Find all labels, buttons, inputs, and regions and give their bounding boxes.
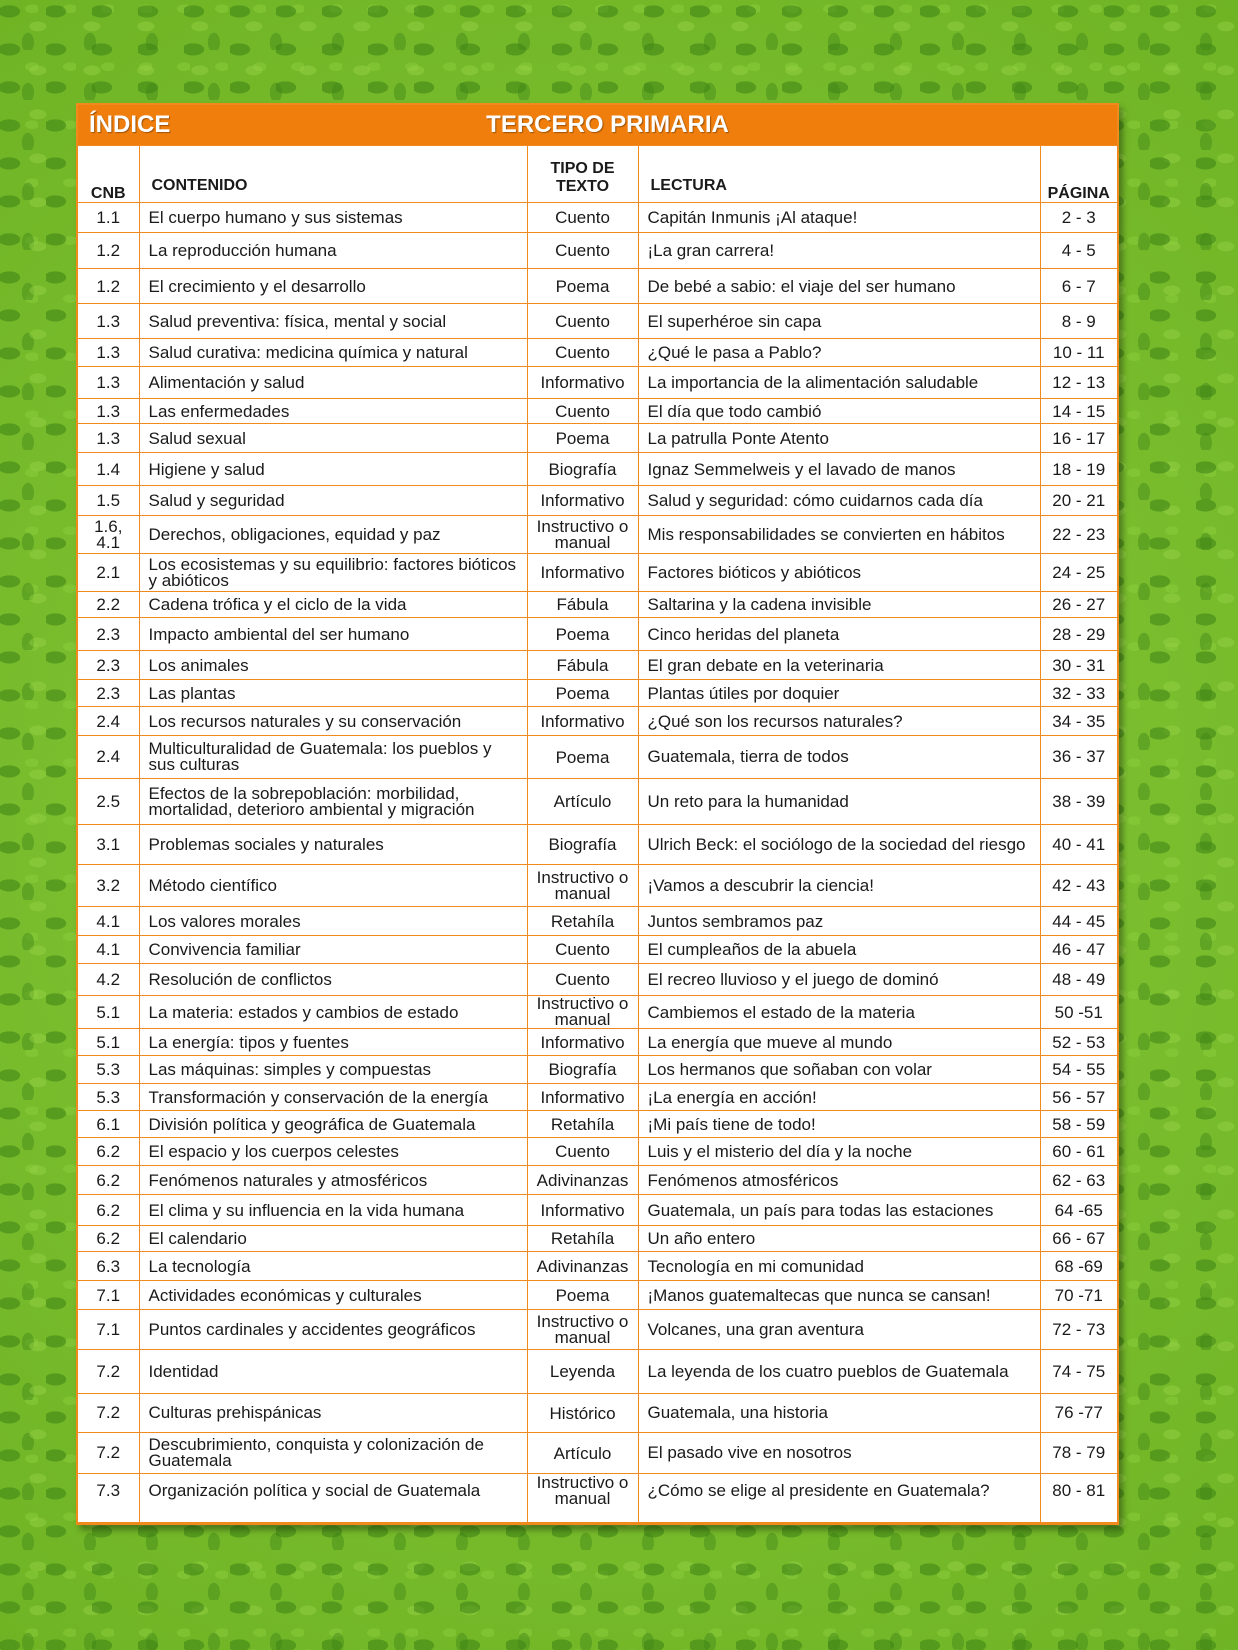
cell-contenido: Transformación y conservación de la energía [139, 1084, 527, 1111]
cell-cnb: 1.3 [78, 399, 139, 424]
cell-pagina: 12 - 13 [1040, 367, 1117, 399]
cell-pagina: 54 - 55 [1040, 1056, 1117, 1084]
grade-title: TERCERO PRIMARIA [486, 111, 729, 138]
cell-pagina: 10 - 11 [1040, 339, 1117, 367]
cell-contenido: División política y geográfica de Guatemala [139, 1111, 527, 1138]
table-row [78, 1138, 1117, 1166]
table-row [78, 1394, 1117, 1433]
cell-lectura: Mis responsabilidades se convierten en hábitos [638, 516, 1040, 554]
table-row [78, 516, 1117, 554]
cell-lectura: ¡La energía en acción! [638, 1084, 1040, 1111]
table-row [78, 339, 1117, 367]
cell-tipo: Instructivo o manual [527, 1474, 638, 1523]
cell-tipo: Informativo [527, 1195, 638, 1226]
cell-contenido: Salud y seguridad [139, 486, 527, 516]
cell-tipo: Cuento [527, 233, 638, 269]
cell-tipo: Informativo [527, 554, 638, 592]
col-header-lectura: LECTURA [638, 146, 1040, 203]
cell-pagina: 72 - 73 [1040, 1310, 1117, 1350]
cell-contenido: Impacto ambiental del ser humano [139, 618, 527, 651]
cell-cnb: 2.3 [78, 651, 139, 680]
cell-contenido: Salud sexual [139, 424, 527, 453]
cell-tipo: Poema [527, 424, 638, 453]
cell-lectura: Los hermanos que soñaban con volar [638, 1056, 1040, 1084]
cell-contenido: La materia: estados y cambios de estado [139, 996, 527, 1029]
table-row [78, 618, 1117, 651]
cell-pagina: 6 - 7 [1040, 269, 1117, 304]
cell-tipo: Adivinanzas [527, 1252, 638, 1281]
cell-contenido: Salud preventiva: física, mental y social [139, 304, 527, 339]
cell-contenido: Las plantas [139, 680, 527, 707]
cell-pagina: 42 - 43 [1040, 865, 1117, 907]
cell-contenido: La energía: tipos y fuentes [139, 1029, 527, 1056]
table-row [78, 779, 1117, 825]
cell-contenido: Cadena trófica y el ciclo de la vida [139, 592, 527, 618]
cell-tipo: Informativo [527, 486, 638, 516]
cell-contenido: El cuerpo humano y sus sistemas [139, 203, 527, 233]
cell-lectura: La importancia de la alimentación saludable [638, 367, 1040, 399]
cell-contenido: Los animales [139, 651, 527, 680]
table-row [78, 1281, 1117, 1310]
cell-cnb: 1.2 [78, 233, 139, 269]
cell-pagina: 74 - 75 [1040, 1350, 1117, 1394]
cell-pagina: 58 - 59 [1040, 1111, 1117, 1138]
table-row [78, 424, 1117, 453]
cell-cnb: 6.3 [78, 1252, 139, 1281]
table-row [78, 1433, 1117, 1474]
cell-pagina: 66 - 67 [1040, 1226, 1117, 1252]
table-row [78, 1056, 1117, 1084]
cell-cnb: 2.4 [78, 736, 139, 779]
cell-pagina: 68 -69 [1040, 1252, 1117, 1281]
cell-pagina: 28 - 29 [1040, 618, 1117, 651]
cell-cnb: 7.1 [78, 1310, 139, 1350]
cell-contenido: Derechos, obligaciones, equidad y paz [139, 516, 527, 554]
cell-lectura: Tecnología en mi comunidad [638, 1252, 1040, 1281]
table-row [78, 233, 1117, 269]
cell-tipo: Informativo [527, 707, 638, 736]
table-row [78, 651, 1117, 680]
cell-cnb: 5.1 [78, 1029, 139, 1056]
cell-pagina: 20 - 21 [1040, 486, 1117, 516]
cell-contenido: La reproducción humana [139, 233, 527, 269]
table-row [78, 736, 1117, 779]
cell-cnb: 4.1 [78, 907, 139, 936]
cell-cnb: 6.1 [78, 1111, 139, 1138]
cell-contenido: Identidad [139, 1350, 527, 1394]
cell-lectura: Juntos sembramos paz [638, 907, 1040, 936]
cell-cnb: 5.1 [78, 996, 139, 1029]
cell-cnb: 5.3 [78, 1084, 139, 1111]
cell-lectura: De bebé a sabio: el viaje del ser humano [638, 269, 1040, 304]
cell-cnb: 7.2 [78, 1433, 139, 1474]
cell-cnb: 4.2 [78, 964, 139, 996]
cell-contenido: Problemas sociales y naturales [139, 825, 527, 865]
cell-tipo: Poema [527, 1281, 638, 1310]
cell-cnb: 6.2 [78, 1195, 139, 1226]
table-row [78, 554, 1117, 592]
cell-lectura: ¡Manos guatemaltecas que nunca se cansan! [638, 1281, 1040, 1310]
col-header-tipo: TIPO DE TEXTO [527, 146, 638, 203]
cell-lectura: Guatemala, tierra de todos [638, 736, 1040, 779]
cell-lectura: El superhéroe sin capa [638, 304, 1040, 339]
table-row [78, 269, 1117, 304]
table-row [78, 399, 1117, 424]
cell-contenido: Convivencia familiar [139, 936, 527, 964]
cell-tipo: Adivinanzas [527, 1166, 638, 1195]
cell-cnb: 2.3 [78, 680, 139, 707]
cell-cnb: 3.2 [78, 865, 139, 907]
cell-contenido: Puntos cardinales y accidentes geográficos [139, 1310, 527, 1350]
cell-tipo: Fábula [527, 592, 638, 618]
cell-contenido: Los recursos naturales y su conservación [139, 707, 527, 736]
cell-pagina: 36 - 37 [1040, 736, 1117, 779]
cell-pagina: 16 - 17 [1040, 424, 1117, 453]
cell-tipo: Cuento [527, 964, 638, 996]
cell-pagina: 24 - 25 [1040, 554, 1117, 592]
table-row [78, 367, 1117, 399]
table-row [78, 825, 1117, 865]
cell-pagina: 48 - 49 [1040, 964, 1117, 996]
cell-contenido: Actividades económicas y culturales [139, 1281, 527, 1310]
cell-tipo: Biografía [527, 453, 638, 486]
cell-contenido: El espacio y los cuerpos celestes [139, 1138, 527, 1166]
cell-contenido: Las máquinas: simples y compuestas [139, 1056, 527, 1084]
cell-lectura: Plantas útiles por doquier [638, 680, 1040, 707]
index-sheet [76, 103, 1119, 1525]
table-row [78, 1029, 1117, 1056]
cell-pagina: 50 -51 [1040, 996, 1117, 1029]
cell-contenido: Descubrimiento, conquista y colonización de Guatemala [139, 1433, 527, 1474]
table-row [78, 1310, 1117, 1350]
cell-pagina: 80 - 81 [1040, 1474, 1117, 1523]
cell-cnb: 1.3 [78, 367, 139, 399]
cell-tipo: Informativo [527, 367, 638, 399]
cell-cnb: 7.2 [78, 1350, 139, 1394]
table-row [78, 865, 1117, 907]
cell-contenido: Método científico [139, 865, 527, 907]
cell-tipo: Biografía [527, 825, 638, 865]
cell-cnb: 3.1 [78, 825, 139, 865]
cell-lectura: La patrulla Ponte Atento [638, 424, 1040, 453]
cell-lectura: Capitán Inmunis ¡Al ataque! [638, 203, 1040, 233]
table-row [78, 592, 1117, 618]
index-header-bar [78, 105, 1117, 145]
cell-contenido: Resolución de conflictos [139, 964, 527, 996]
cell-lectura: Fenómenos atmosféricos [638, 1166, 1040, 1195]
cell-contenido: Salud curativa: medicina química y natural [139, 339, 527, 367]
cell-contenido: Alimentación y salud [139, 367, 527, 399]
cell-lectura: Saltarina y la cadena invisible [638, 592, 1040, 618]
cell-cnb: 1.6, 4.1 [78, 516, 139, 554]
cell-pagina: 8 - 9 [1040, 304, 1117, 339]
index-title: ÍNDICE [89, 111, 171, 138]
table-row [78, 907, 1117, 936]
cell-contenido: Efectos de la sobrepoblación: morbilidad, mortalidad, deterioro ambiental y migración [139, 779, 527, 825]
cell-tipo: Cuento [527, 203, 638, 233]
table-row [78, 453, 1117, 486]
cell-lectura: El cumpleaños de la abuela [638, 936, 1040, 964]
cell-tipo: Fábula [527, 651, 638, 680]
cell-pagina: 38 - 39 [1040, 779, 1117, 825]
cell-lectura: Ulrich Beck: el sociólogo de la sociedad del riesgo [638, 825, 1040, 865]
cell-tipo: Biografía [527, 1056, 638, 1084]
cell-contenido: Fenómenos naturales y atmosféricos [139, 1166, 527, 1195]
cell-pagina: 18 - 19 [1040, 453, 1117, 486]
cell-lectura: La leyenda de los cuatro pueblos de Guatemala [638, 1350, 1040, 1394]
cell-tipo: Instructivo o manual [527, 1310, 638, 1350]
cell-tipo: Poema [527, 680, 638, 707]
cell-cnb: 6.2 [78, 1138, 139, 1166]
cell-tipo: Leyenda [527, 1350, 638, 1394]
cell-tipo: Instructivo o manual [527, 865, 638, 907]
cell-contenido: Las enfermedades [139, 399, 527, 424]
cell-contenido: Culturas prehispánicas [139, 1394, 527, 1433]
cell-cnb: 1.3 [78, 304, 139, 339]
cell-pagina: 62 - 63 [1040, 1166, 1117, 1195]
cell-cnb: 2.2 [78, 592, 139, 618]
cell-contenido: El clima y su influencia en la vida humana [139, 1195, 527, 1226]
cell-pagina: 32 - 33 [1040, 680, 1117, 707]
cell-lectura: Guatemala, una historia [638, 1394, 1040, 1433]
cell-cnb: 1.5 [78, 486, 139, 516]
table-row [78, 1226, 1117, 1252]
table-row [78, 936, 1117, 964]
cell-pagina: 44 - 45 [1040, 907, 1117, 936]
index-table [78, 145, 1117, 1523]
cell-cnb: 1.2 [78, 269, 139, 304]
cell-cnb: 1.3 [78, 339, 139, 367]
cell-contenido: Los valores morales [139, 907, 527, 936]
cell-lectura: Cinco heridas del planeta [638, 618, 1040, 651]
cell-tipo: Cuento [527, 399, 638, 424]
cell-cnb: 6.2 [78, 1166, 139, 1195]
cell-contenido: El crecimiento y el desarrollo [139, 269, 527, 304]
cell-cnb: 5.3 [78, 1056, 139, 1084]
cell-lectura: Salud y seguridad: cómo cuidarnos cada día [638, 486, 1040, 516]
cell-lectura: Luis y el misterio del día y la noche [638, 1138, 1040, 1166]
cell-tipo: Cuento [527, 339, 638, 367]
cell-tipo: Artículo [527, 1433, 638, 1474]
cell-pagina: 70 -71 [1040, 1281, 1117, 1310]
cell-pagina: 64 -65 [1040, 1195, 1117, 1226]
cell-tipo: Histórico [527, 1394, 638, 1433]
cell-tipo: Cuento [527, 936, 638, 964]
table-row [78, 1084, 1117, 1111]
cell-cnb: 1.4 [78, 453, 139, 486]
cell-pagina: 76 -77 [1040, 1394, 1117, 1433]
cell-pagina: 30 - 31 [1040, 651, 1117, 680]
cell-cnb: 4.1 [78, 936, 139, 964]
cell-contenido: Organización política y social de Guatemala [139, 1474, 527, 1523]
cell-lectura: El recreo lluvioso y el juego de dominó [638, 964, 1040, 996]
col-header-pagina: PÁGINA [1040, 146, 1117, 203]
cell-contenido: Los ecosistemas y su equilibrio: factores bióticos y abióticos [139, 554, 527, 592]
cell-pagina: 26 - 27 [1040, 592, 1117, 618]
cell-tipo: Instructivo o manual [527, 516, 638, 554]
cell-tipo: Retahíla [527, 907, 638, 936]
cell-cnb: 2.5 [78, 779, 139, 825]
cell-pagina: 78 - 79 [1040, 1433, 1117, 1474]
table-body [78, 203, 1117, 1523]
cell-lectura: El día que todo cambió [638, 399, 1040, 424]
cell-tipo: Informativo [527, 1084, 638, 1111]
cell-cnb: 2.4 [78, 707, 139, 736]
cell-lectura: ¿Qué le pasa a Pablo? [638, 339, 1040, 367]
cell-cnb: 7.1 [78, 1281, 139, 1310]
cell-cnb: 1.3 [78, 424, 139, 453]
cell-contenido: El calendario [139, 1226, 527, 1252]
col-header-contenido: CONTENIDO [139, 146, 527, 203]
table-row [78, 996, 1117, 1029]
table-row [78, 964, 1117, 996]
table-row [78, 1166, 1117, 1195]
cell-pagina: 14 - 15 [1040, 399, 1117, 424]
table-row [78, 203, 1117, 233]
cell-pagina: 34 - 35 [1040, 707, 1117, 736]
cell-contenido: Multiculturalidad de Guatemala: los pueblos y sus culturas [139, 736, 527, 779]
cell-tipo: Retahíla [527, 1226, 638, 1252]
cell-lectura: Guatemala, un país para todas las estaciones [638, 1195, 1040, 1226]
cell-tipo: Retahíla [527, 1111, 638, 1138]
cell-cnb: 7.3 [78, 1474, 139, 1523]
cell-pagina: 56 - 57 [1040, 1084, 1117, 1111]
table-row [78, 1195, 1117, 1226]
cell-contenido: Higiene y salud [139, 453, 527, 486]
cell-pagina: 4 - 5 [1040, 233, 1117, 269]
cell-lectura: Un reto para la humanidad [638, 779, 1040, 825]
table-row [78, 486, 1117, 516]
cell-lectura: El pasado vive en nosotros [638, 1433, 1040, 1474]
cell-cnb: 2.1 [78, 554, 139, 592]
cell-pagina: 2 - 3 [1040, 203, 1117, 233]
table-row [78, 1111, 1117, 1138]
table-row [78, 1474, 1117, 1523]
cell-tipo: Cuento [527, 304, 638, 339]
cell-pagina: 46 - 47 [1040, 936, 1117, 964]
cell-pagina: 40 - 41 [1040, 825, 1117, 865]
cell-tipo: Cuento [527, 1138, 638, 1166]
cell-lectura: ¿Qué son los recursos naturales? [638, 707, 1040, 736]
table-row [78, 707, 1117, 736]
cell-tipo: Poema [527, 269, 638, 304]
cell-pagina: 52 - 53 [1040, 1029, 1117, 1056]
table-row [78, 1350, 1117, 1394]
col-header-cnb: CNB [78, 146, 139, 203]
cell-lectura: Cambiemos el estado de la materia [638, 996, 1040, 1029]
cell-lectura: El gran debate en la veterinaria [638, 651, 1040, 680]
cell-lectura: ¡La gran carrera! [638, 233, 1040, 269]
cell-lectura: ¡Vamos a descubrir la ciencia! [638, 865, 1040, 907]
cell-tipo: Poema [527, 618, 638, 651]
cell-cnb: 2.3 [78, 618, 139, 651]
cell-tipo: Artículo [527, 779, 638, 825]
cell-pagina: 60 - 61 [1040, 1138, 1117, 1166]
cell-pagina: 22 - 23 [1040, 516, 1117, 554]
cell-cnb: 7.2 [78, 1394, 139, 1433]
cell-lectura: Un año entero [638, 1226, 1040, 1252]
cell-lectura: ¿Cómo se elige al presidente en Guatemala? [638, 1474, 1040, 1523]
cell-lectura: La energía que mueve al mundo [638, 1029, 1040, 1056]
cell-cnb: 1.1 [78, 203, 139, 233]
table-header-row [78, 146, 1117, 203]
cell-lectura: Ignaz Semmelweis y el lavado de manos [638, 453, 1040, 486]
cell-tipo: Informativo [527, 1029, 638, 1056]
cell-cnb: 6.2 [78, 1226, 139, 1252]
table-row [78, 304, 1117, 339]
table-row [78, 680, 1117, 707]
cell-lectura: Volcanes, una gran aventura [638, 1310, 1040, 1350]
cell-lectura: Factores bióticos y abióticos [638, 554, 1040, 592]
cell-tipo: Instructivo o manual [527, 996, 638, 1029]
cell-tipo: Poema [527, 736, 638, 779]
cell-contenido: La tecnología [139, 1252, 527, 1281]
cell-lectura: ¡Mi país tiene de todo! [638, 1111, 1040, 1138]
table-row [78, 1252, 1117, 1281]
